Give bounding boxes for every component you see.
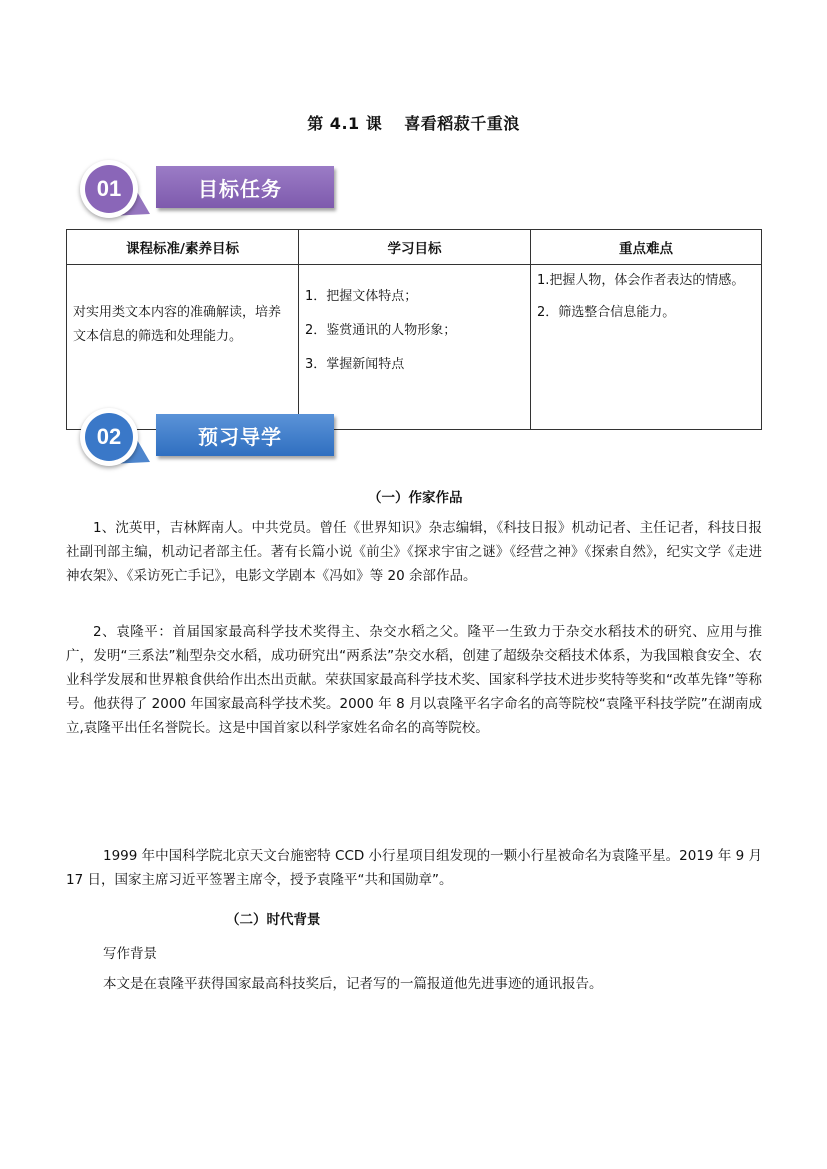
goals-table [66, 229, 762, 430]
section-banner-goals [80, 160, 342, 220]
writing-background-text: 本文是在袁隆平获得国家最高科技奖后，记者写的一篇报道他先进事迹的通讯报告。 [103, 976, 603, 992]
lesson-name: 喜看稻菽千重浪 [404, 114, 520, 133]
section-label: 预习导学 [156, 414, 334, 456]
table-row [67, 265, 762, 430]
section-number: 01 [85, 165, 133, 213]
key-point-item: 1.把握人物，体会作者表达的情感。 [537, 273, 745, 288]
key-point-item: 2．筛选整合信息能力。 [537, 305, 676, 320]
objective-item: 2．鉴赏通讯的人物形象； [305, 323, 457, 338]
writing-background-label: 写作背景 [103, 946, 157, 962]
objective-item: 3．掌握新闻特点 [305, 357, 405, 372]
section-label: 目标任务 [156, 166, 334, 208]
section-number-badge [80, 160, 138, 218]
header-standard: 课程标准/素养目标 [67, 230, 299, 265]
objectives-cell [299, 265, 531, 430]
paragraph-author: 1、沈英甲，吉林辉南人。中共党员。曾任《世界知识》杂志编辑，《科技日报》机动记者、主任记者，科技日报社副刊部主编，机动记者部主任。著有长篇小说《前尘》《探求宇宙之谜》《经营之神》《探索自然》，纪实文学《走进神农架》、《采访死亡手记》，电影文学剧本《冯如》等 20 余部作品。 [66, 520, 762, 584]
paragraph-asteroid: 1999 年中国科学院北京天文台施密特 CCD 小行星项目组发现的一颗小行星被命名为袁隆平星。2019 年 9 月 17 日，国家主席习近平签署主席令，授予袁隆平“共和国勋章”。 [66, 848, 762, 888]
header-key-points: 重点难点 [531, 230, 762, 265]
page-title [0, 111, 827, 134]
section-banner-preview [80, 408, 342, 468]
part2-heading: （二）时代背景 [226, 912, 321, 928]
section-number: 02 [85, 413, 133, 461]
part1-heading: （一）作家作品 [368, 490, 463, 506]
table-header-row [67, 230, 762, 265]
key-points-cell [531, 265, 762, 430]
paragraph-yuan-longping: 2、袁隆平：首届国家最高科学技术奖得主、杂交水稻之父。隆平一生致力于杂交水稻技术的研究、应用与推广，发明“三系法”籼型杂交水稻，成功研究出“两系法”杂交水稻，创建了超级杂交稻技术体系，为我国粮食安全、农业科学发展和世界粮食供给作出杰出贡献。荣获国家最高科学技术奖、国家科学技术进步奖特等奖和“改革先锋”等称号。他获得了 2000 年国家最高科学技术奖。2000 年 8 月以袁隆平名字命名的高等院校“袁隆平科技学院”在湖南成立,袁隆平出任名誉院长。这是中国首家以科学家姓名命名的高等院校。 [66, 624, 762, 736]
lesson-number: 第 4.1 课 [307, 114, 383, 133]
section-number-badge [80, 408, 138, 466]
objective-item: 1．把握文体特点； [305, 289, 418, 304]
header-objectives: 学习目标 [299, 230, 531, 265]
standard-cell: 对实用类文本内容的准确解读，培养文本信息的筛选和处理能力。 [67, 265, 299, 430]
